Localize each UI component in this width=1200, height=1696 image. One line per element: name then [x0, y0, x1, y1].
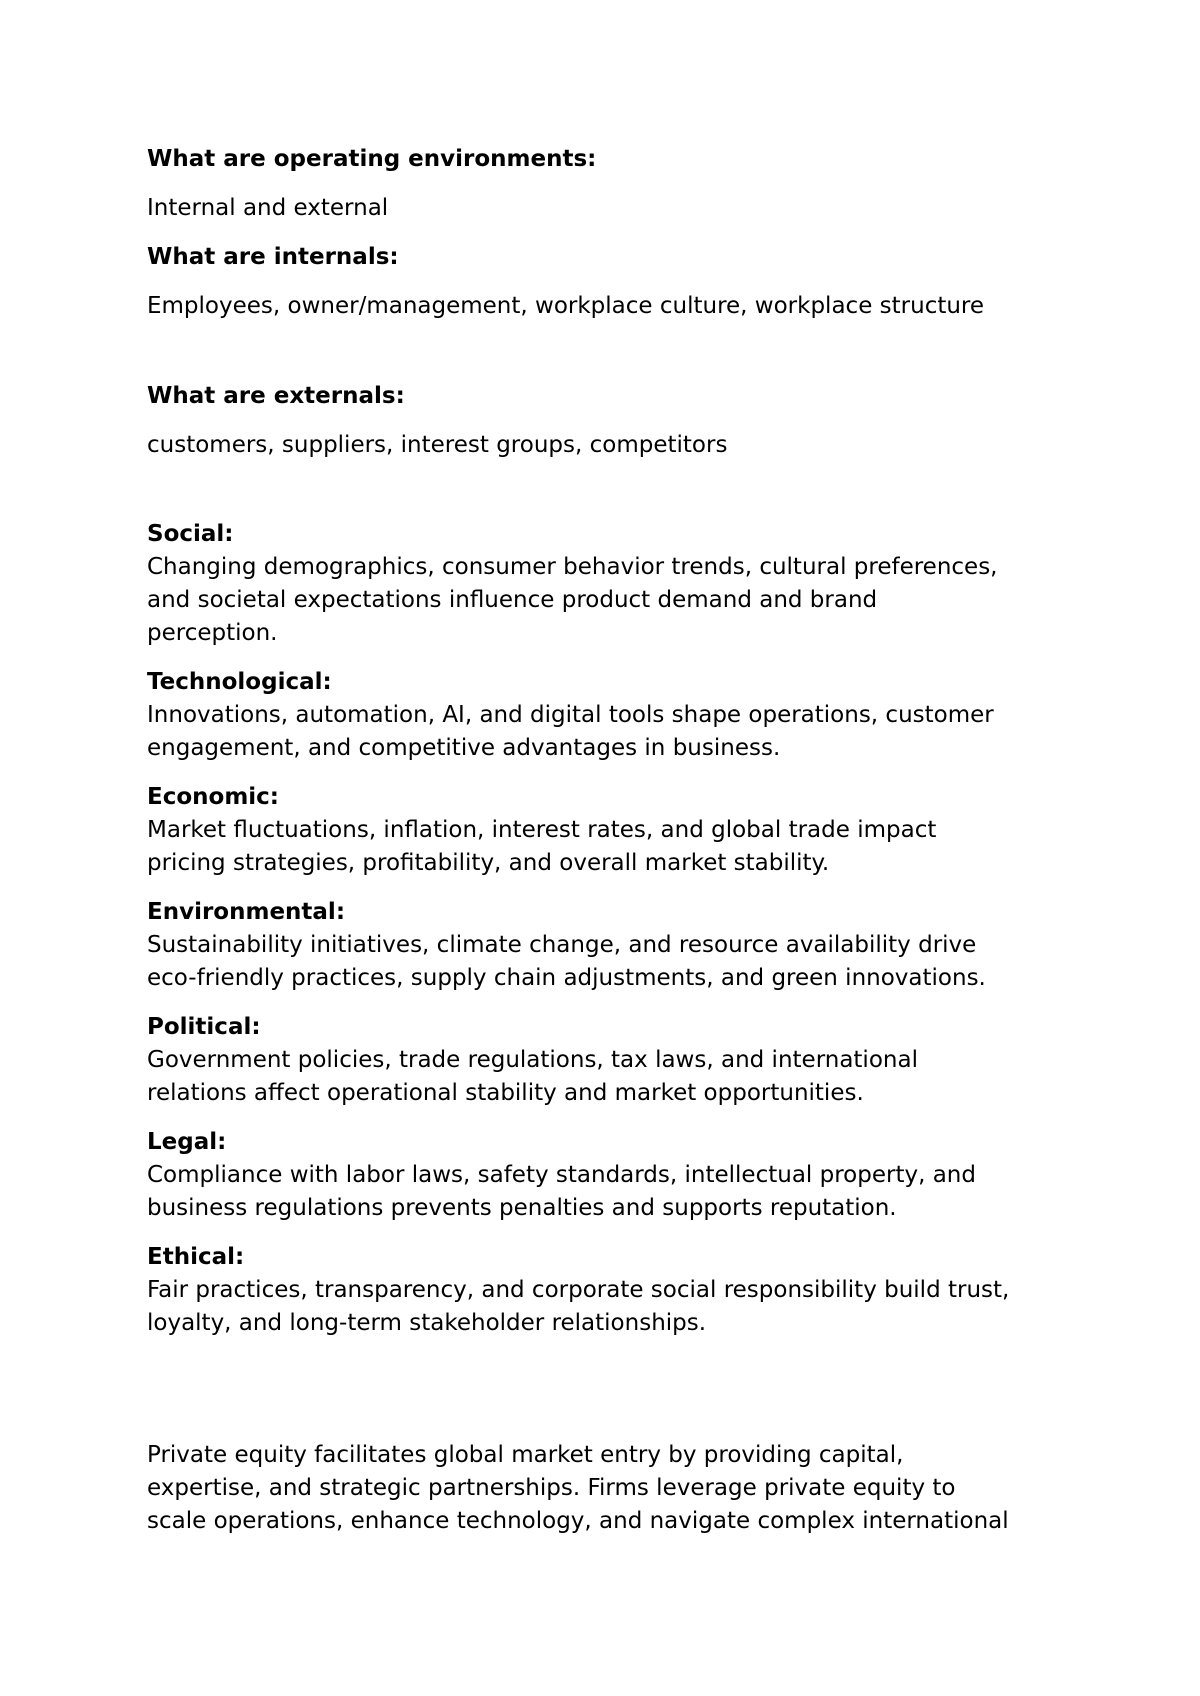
factor-line: Changing demographics, consumer behavior trends, cultural preferences,: [147, 554, 998, 580]
factor-line: pricing strategies, profitability, and overall market stability.: [147, 850, 830, 876]
factor-title: Political:: [147, 1014, 261, 1040]
factor-line: Fair practices, transparency, and corporate social responsibility build trust,: [147, 1277, 1010, 1303]
factor-title: Environmental:: [147, 899, 346, 925]
factor-list: [147, 518, 1077, 1340]
factor-economic: [147, 781, 1077, 880]
factor-line: Innovations, automation, AI, and digital tools shape operations, customer: [147, 702, 994, 728]
closing-paragraph: [147, 1439, 1077, 1538]
factor-title: Ethical:: [147, 1244, 245, 1270]
factor-line: business regulations prevents penalties and supports reputation.: [147, 1195, 897, 1221]
factor-line: and societal expectations influence product demand and brand: [147, 587, 878, 613]
factor-line: Market fluctuations, inflation, interest rates, and global trade impact: [147, 817, 937, 843]
answer-externals: customers, suppliers, interest groups, competitors: [147, 432, 728, 458]
factor-ethical: [147, 1241, 1077, 1340]
document-body: [147, 143, 1077, 1538]
answer-operating-environments: Internal and external: [147, 195, 389, 221]
factor-line: Government policies, trade regulations, tax laws, and international: [147, 1047, 918, 1073]
closing-line: Private equity facilitates global market entry by providing capital,: [147, 1442, 904, 1468]
question-externals: What are externals:: [147, 383, 405, 409]
factor-line: loyalty, and long-term stakeholder relationships.: [147, 1310, 707, 1336]
factor-line: engagement, and competitive advantages in business.: [147, 735, 781, 761]
question-operating-environments: What are operating environments:: [147, 146, 597, 172]
factor-line: Sustainability initiatives, climate change, and resource availability drive: [147, 932, 977, 958]
answer-internals: Employees, owner/management, workplace culture, workplace structure: [147, 293, 985, 319]
question-internals: What are internals:: [147, 244, 399, 270]
factor-title: Legal:: [147, 1129, 227, 1155]
factor-line: relations affect operational stability and market opportunities.: [147, 1080, 864, 1106]
factor-social: [147, 518, 1077, 650]
factor-legal: [147, 1126, 1077, 1225]
factor-title: Technological:: [147, 669, 332, 695]
factor-environmental: [147, 896, 1077, 995]
factor-line: perception.: [147, 620, 278, 646]
factor-title: Social:: [147, 521, 234, 547]
closing-line: scale operations, enhance technology, and navigate complex international: [147, 1508, 1009, 1534]
factor-technological: [147, 666, 1077, 765]
factor-line: Compliance with labor laws, safety standards, intellectual property, and: [147, 1162, 976, 1188]
factor-line: eco-friendly practices, supply chain adjustments, and green innovations.: [147, 965, 986, 991]
factor-title: Economic:: [147, 784, 280, 810]
closing-line: expertise, and strategic partnerships. Firms leverage private equity to: [147, 1475, 956, 1501]
factor-political: [147, 1011, 1077, 1110]
